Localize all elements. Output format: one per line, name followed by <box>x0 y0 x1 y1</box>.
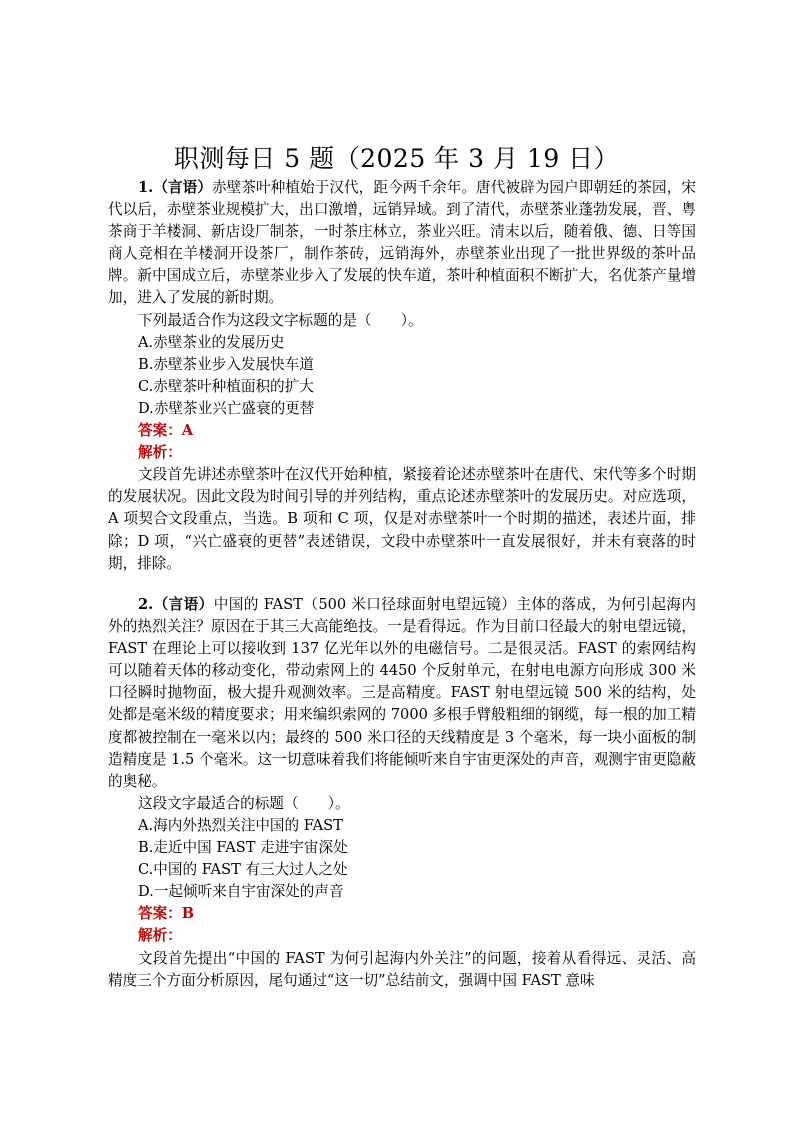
question-1-prompt: 下列最适合作为这段文字标题的是（ ）。 <box>138 311 423 329</box>
page-title: 职测每日 5 题（2025 年 3 月 19 日） <box>173 144 620 173</box>
question-2-answer: 答案：B <box>138 905 195 923</box>
question-1-option-a: A.赤壁茶业的发展历史 <box>138 333 285 351</box>
question-1-text: 赤壁茶叶种植始于汉代，距今两千余年。唐代被辟为园户即朝廷的茶园，宋代以后，赤壁茶业规模扩大，出口激增，远销异域。到了清代，赤壁茶业蓬勃发展，晋、粤茶商于羊楼洞、新店设厂制茶，一时茶庄林立，茶业兴旺。清末以后，随着俄、德、日等国商人竞相在羊楼洞开设茶厂，制作茶砖，远销海外，赤壁茶业出现了一批世界级的茶叶品牌。新中国成立后，赤壁茶业步入了发展的快车道，茶叶种植面积不断扩大，名优茶产量增加，进入了发展的新时期。 <box>108 179 696 307</box>
question-1-analysis: 文段首先讲述赤壁茶叶在汉代开始种植，紧接着论述赤壁茶叶在唐代、宋代等多个时期的发展状况。因此文段为时间引导的并列结构，重点论述赤壁茶叶的发展历史。对应选项，A 项契合文段重点，当选。B 项和 C 项，仅是对赤壁茶叶一个时期的描述，表述片面，排除；D 项，“兴亡盛衰的更替”表述错误，文段中赤壁茶叶一直发展很好，并未有衰落的时期，排除。 <box>108 466 696 572</box>
question-2-analysis-label: 解析： <box>138 927 182 945</box>
question-1-passage <box>108 177 696 310</box>
question-1-tag: （言语） <box>153 179 212 196</box>
question-1-answer: 答案：A <box>138 422 194 440</box>
question-1-option-c: C.赤壁茶叶种植面积的扩大 <box>138 377 314 395</box>
question-2-option-b: B.走近中国 FAST 走进宇宙深处 <box>138 839 348 857</box>
question-2-prompt: 这段文字最适合的标题（ ）。 <box>138 794 350 812</box>
question-1-option-b: B.赤壁茶业步入发展快车道 <box>138 355 314 373</box>
question-2-option-a: A.海内外热烈关注中国的 FAST <box>138 816 343 834</box>
question-2-analysis: 文段首先提出“中国的 FAST 为何引起海内外关注”的问题，接着从看得远、灵活、高精度三个方面分析原因，尾句通过“这一切”总结前文，强调中国 FAST 意味 <box>108 949 696 989</box>
question-2 <box>108 594 696 992</box>
question-2-tag: （言语） <box>153 596 214 613</box>
question-2-option-c: C.中国的 FAST 有三大过人之处 <box>138 861 348 879</box>
question-1 <box>108 177 696 575</box>
question-2-option-d: D.一起倾听来自宇宙深处的声音 <box>138 883 344 901</box>
question-2-number: 2. <box>138 596 154 613</box>
question-2-text: 中国的 FAST（500 米口径球面射电望远镜）主体的落成，为何引起海内外的热烈关注？原因在于其三大高能绝技。一是看得远。作为目前口径最大的射电望远镜，FAST 在理论上可以接收到 137 亿光年以外的电磁信号。二是很灵活。FAST 的索网结构可以随着天体的移动变化，带动索网上的 4450 个反射单元，在射电电源方向形成 300 米口径瞬时抛物面，极大提升观测效率。三是高精度。FAST 射电望远镜 500 米的结构，处处都是毫米级的精度要求；用来编织索网的 7000 多根手臂般粗细的钢缆，每一根的加工精度都被控制在一毫米以内；最终的 500 米口径的天线精度是 3 个毫米，每一块小面板的制造精度是 1.5 个毫米。这一切意味着我们将能倾听来自宇宙更深处的声音，观测宇宙更隐蔽的奥秘。 <box>108 596 696 790</box>
question-2-passage <box>108 594 696 793</box>
question-1-option-d: D.赤壁茶业兴亡盛衰的更替 <box>138 399 315 417</box>
question-1-number: 1. <box>138 179 154 196</box>
question-1-analysis-label: 解析： <box>138 444 182 462</box>
